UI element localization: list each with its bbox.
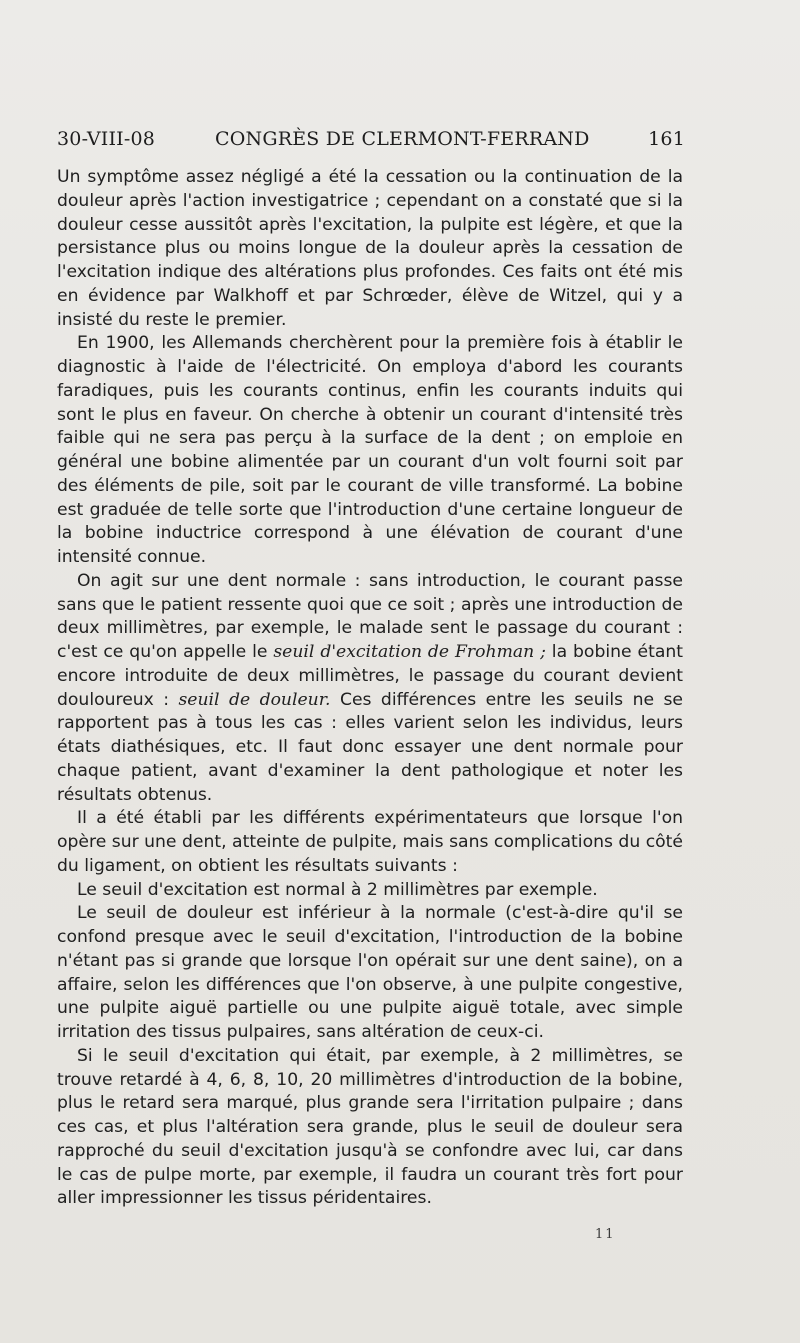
body-text xyxy=(57,166,683,1211)
paragraph-3-text-a: On agit sur une dent normale : sans introduction, le courant passe sans que le patient ressente quoi que ce soit ; après une introduction de deux millimètres, par exemple, le malade sent le passage du courant : c'est ce qu'on appelle le xyxy=(57,570,683,662)
term-seuil-douleur: seuil de douleur. xyxy=(178,689,331,710)
paragraph-7: Si le seuil d'excitation qui était, par exemple, à 2 millimètres, se trouve retardé à 4, 6, 8, 10, 20 millimètres d'introduction de la bobine, plus le retard sera marqué, plus grande sera l'irritation pulpaire ; dans ces cas, et plus l'altération sera grande, plus le seuil de douleur sera rapproché du seuil d'excitation jusqu'à se confondre avec lui, car dans le cas de pulpe morte, par exemple, il faudra un courant très fort pour aller impressionner les tissus péridentaires. xyxy=(57,1045,683,1209)
paragraph-2: En 1900, les Allemands cherchèrent pour la première fois à établir le diagnostic à l'aide de l'électricité. On employa d'abord les courants faradiques, puis les courants continus, enfin les courants induits qui sont le plus en faveur. On cherche à obtenir un courant d'intensité très faible qui ne sera pas perçu à la surface de la dent ; on emploie en général une bobine alimentée par un courant d'un volt fourni soit par des éléments de pile, soit par le courant de ville transformé. La bobine est graduée de telle sorte que l'introduction d'une certaine longueur de la bobine inductrice correspond à une élévation de courant d'une intensité connue. xyxy=(57,333,683,567)
term-seuil-excitation: seuil d'excitation de Frohman ; xyxy=(273,642,546,662)
paragraph-3-text-b: la bobine étant encore introduite de deux millimètres, le passage du courant devient douloureux : xyxy=(57,642,683,710)
page-number: 161 xyxy=(648,128,685,150)
signature-mark: 11 xyxy=(595,1227,616,1242)
header-title: CONGRÈS DE CLERMONT-FERRAND xyxy=(215,128,590,150)
paragraph-6: Le seuil de douleur est inférieur à la normale (c'est-à-dire qu'il se confond presque avec le seuil d'excitation, l'introduction de la bobine n'étant pas si grande que lorsque l'on opérait sur une dent saine), on a affaire, selon les différences que l'on observe, à une pulpite congestive, une pulpite aiguë partielle ou une pulpite aiguë totale, avec simple irritation des tissus pulpaires, sans altération de ceux-ci. xyxy=(57,903,683,1042)
running-header xyxy=(57,128,685,158)
paragraph-1: Un symptôme assez négligé a été la cessation ou la continuation de la douleur après l'action investigatrice ; cependant on a constaté que si la douleur cesse aussitôt après l'excitation, la pulpite est légère, et que la persistance plus ou moins longue de la douleur après la cessation de l'excitation indique des altérations plus profondes. Ces faits ont été mis en évidence par Walkhoff et par Schrœder, élève de Witzel, qui y a insisté du reste le premier. xyxy=(57,167,683,330)
paragraph-4: Il a été établi par les différents expérimentateurs que lorsque l'on opère sur une dent, atteinte de pulpite, mais sans complications du côté du ligament, on obtient les résultats suivants : xyxy=(57,808,683,876)
paragraph-3-text-c: Ces différences entre les seuils ne se rapportent pas à tous les cas : elles varient selon les individus, leurs états diathésiques, etc. Il faut donc essayer une dent normale pour chaque patient, avant d'examiner la dent pathologique et noter les résultats obtenus. xyxy=(57,689,683,805)
paragraph-5: Le seuil d'excitation est normal à 2 millimètres par exemple. xyxy=(77,879,598,900)
header-date: 30-VIII-08 xyxy=(57,128,156,150)
paragraph-3 xyxy=(57,570,683,808)
